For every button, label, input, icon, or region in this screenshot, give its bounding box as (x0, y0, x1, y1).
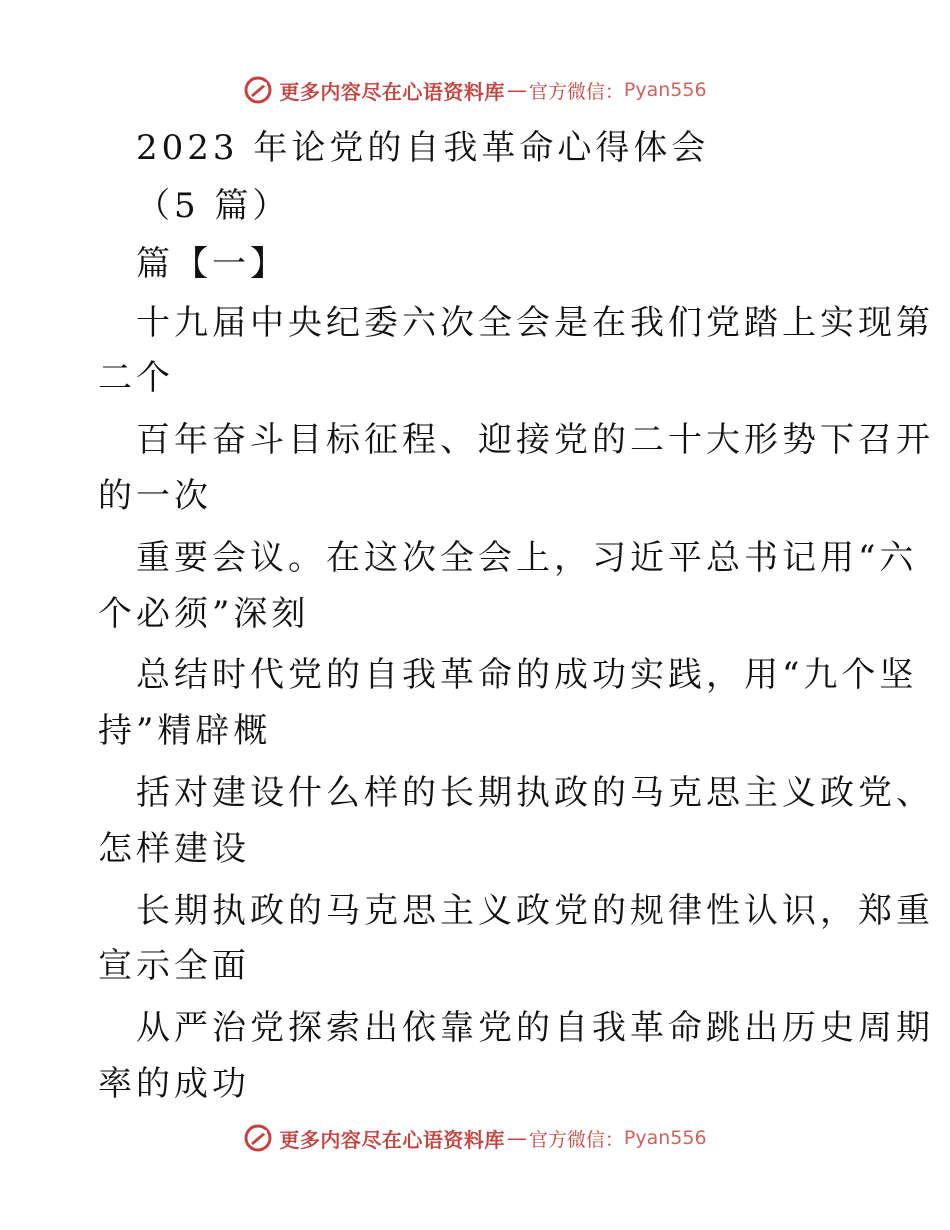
body-line: 怎样建设 (98, 829, 250, 869)
watermark-text: 更多内容尽在心语资料库 (279, 79, 505, 104)
body-line: 十九届中央纪委六次全会是在我们党踏上实现第 (136, 303, 934, 343)
watermark-dash: — (506, 78, 527, 102)
watermark-wechat-id: Pyan556 (623, 1127, 707, 1149)
watermark-dash: — (506, 1126, 527, 1150)
document-count: （5 篇） (136, 186, 291, 226)
body-line: 长期执政的马克思主义政党的规律性认识，郑重 (136, 891, 934, 931)
document-title: 2023 年论党的自我革命心得体会 (136, 128, 710, 168)
body-line: 括对建设什么样的长期执政的马克思主义政党、 (136, 773, 934, 813)
body-line: 个必须”深刻 (98, 594, 310, 634)
watermark-wechat-label: 官方微信： (528, 80, 624, 103)
body-line: 宣示全面 (98, 946, 250, 986)
brand-logo-icon (243, 1123, 273, 1153)
body-line: 率的成功 (98, 1064, 250, 1104)
body-line: 持”精辟概 (98, 711, 272, 751)
body-line: 重要会议。在这次全会上，习近平总书记用“六 (136, 538, 918, 578)
watermark-text: 更多内容尽在心语资料库 (279, 1127, 505, 1152)
body-line: 从严治党探索出依靠党的自我革命跳出历史周期 (136, 1008, 934, 1048)
watermark-wechat-label: 官方微信： (528, 1128, 624, 1151)
watermark-wechat-id: Pyan556 (623, 79, 707, 101)
body-line: 二个 (98, 358, 174, 398)
body-line: 百年奋斗目标征程、迎接党的二十大形势下召开 (136, 420, 934, 460)
body-line: 的一次 (98, 476, 212, 516)
footer-watermark (0, 1118, 950, 1158)
section-heading: 篇【一】 (136, 244, 288, 284)
body-line: 总结时代党的自我革命的成功实践，用“九个坚 (136, 655, 918, 695)
